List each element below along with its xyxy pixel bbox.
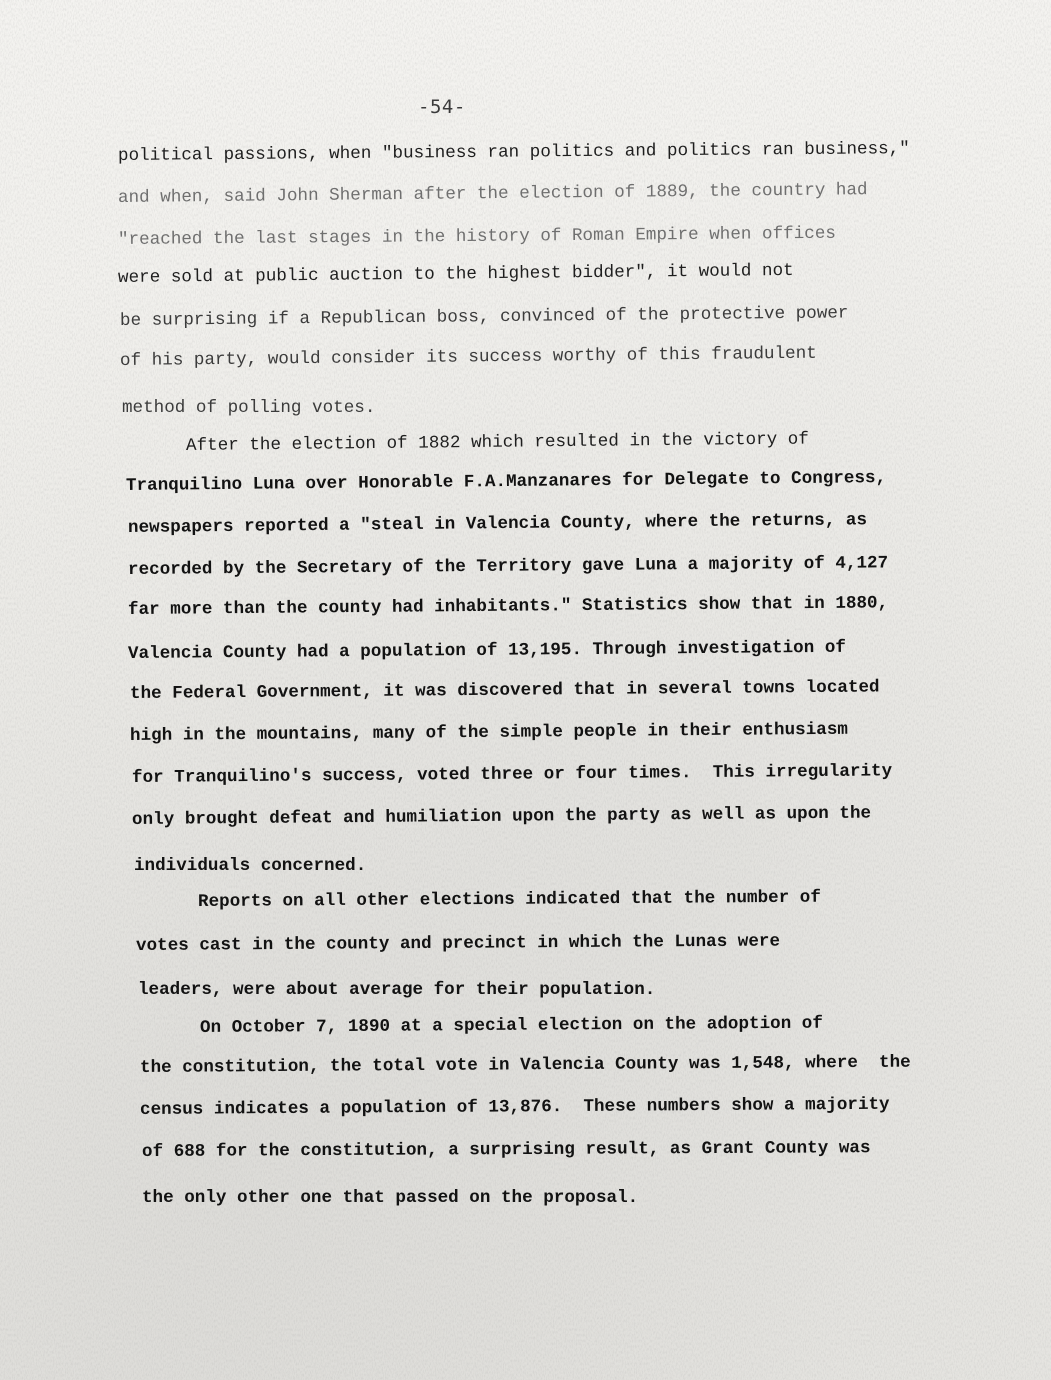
text-line-3: "reached the last stages in the history of Roman Empire when offices xyxy=(117,223,837,250)
text-line-20: votes cast in the county and precinct in which the Lunas were xyxy=(135,931,781,956)
text-line-26: the only other one that passed on the proposal. xyxy=(142,1188,639,1208)
text-line-17: only brought defeat and humiliation upon the party as well as upon the xyxy=(131,803,872,830)
text-line-24: census indicates a population of 13,876. These numbers show a majority xyxy=(139,1094,890,1120)
text-line-9: Tranquilino Luna over Honorable F.A.Manzanares for Delegate to Congress, xyxy=(125,468,887,496)
text-line-12: far more than the county had inhabitants." Statistics show that in 1880, xyxy=(127,593,889,620)
text-line-18: individuals concerned. xyxy=(134,856,367,876)
text-line-15: high in the mountains, many of the simple people in their enthusiasm xyxy=(129,719,849,746)
text-line-10: newspapers reported a "steal in Valencia County, where the returns, as xyxy=(127,510,868,538)
text-line-11: recorded by the Secretary of the Territory gave Luna a majority of 4,127 xyxy=(127,553,889,580)
text-line-8: After the election of 1882 which resulted in the victory of xyxy=(185,429,809,456)
text-line-4: were sold at public auction to the highest bidder", it would not xyxy=(117,260,794,288)
text-line-16: for Tranquilino's success, voted three or four times. This irregularity xyxy=(131,761,893,788)
page-number: -54- xyxy=(418,96,466,118)
text-line-13: Valencia County had a population of 13,195. Through investigation of xyxy=(127,637,847,664)
text-line-14: the Federal Government, it was discovered that in several towns located xyxy=(129,677,880,704)
text-line-6: of his party, would consider its success worthy of this fraudulent xyxy=(119,343,817,371)
text-line-22: On October 7, 1890 at a special election on the adoption of xyxy=(199,1013,823,1038)
text-line-21: leaders, were about average for their population. xyxy=(138,980,656,1000)
text-line-23: the constitution, the total vote in Valencia County was 1,548, where the xyxy=(139,1052,911,1078)
text-line-7: method of polling votes. xyxy=(122,398,376,418)
text-line-1: political passions, when "business ran politics and politics ran business," xyxy=(117,139,910,166)
text-line-25: of 688 for the constitution, a surprising result, as Grant County was xyxy=(141,1138,871,1162)
text-line-2: and when, said John Sherman after the election of 1889, the country had xyxy=(117,180,868,208)
text-line-5: be surprising if a Republican boss, convinced of the protective power xyxy=(119,303,849,331)
text-line-19: Reports on all other elections indicated that the number of xyxy=(197,887,821,912)
